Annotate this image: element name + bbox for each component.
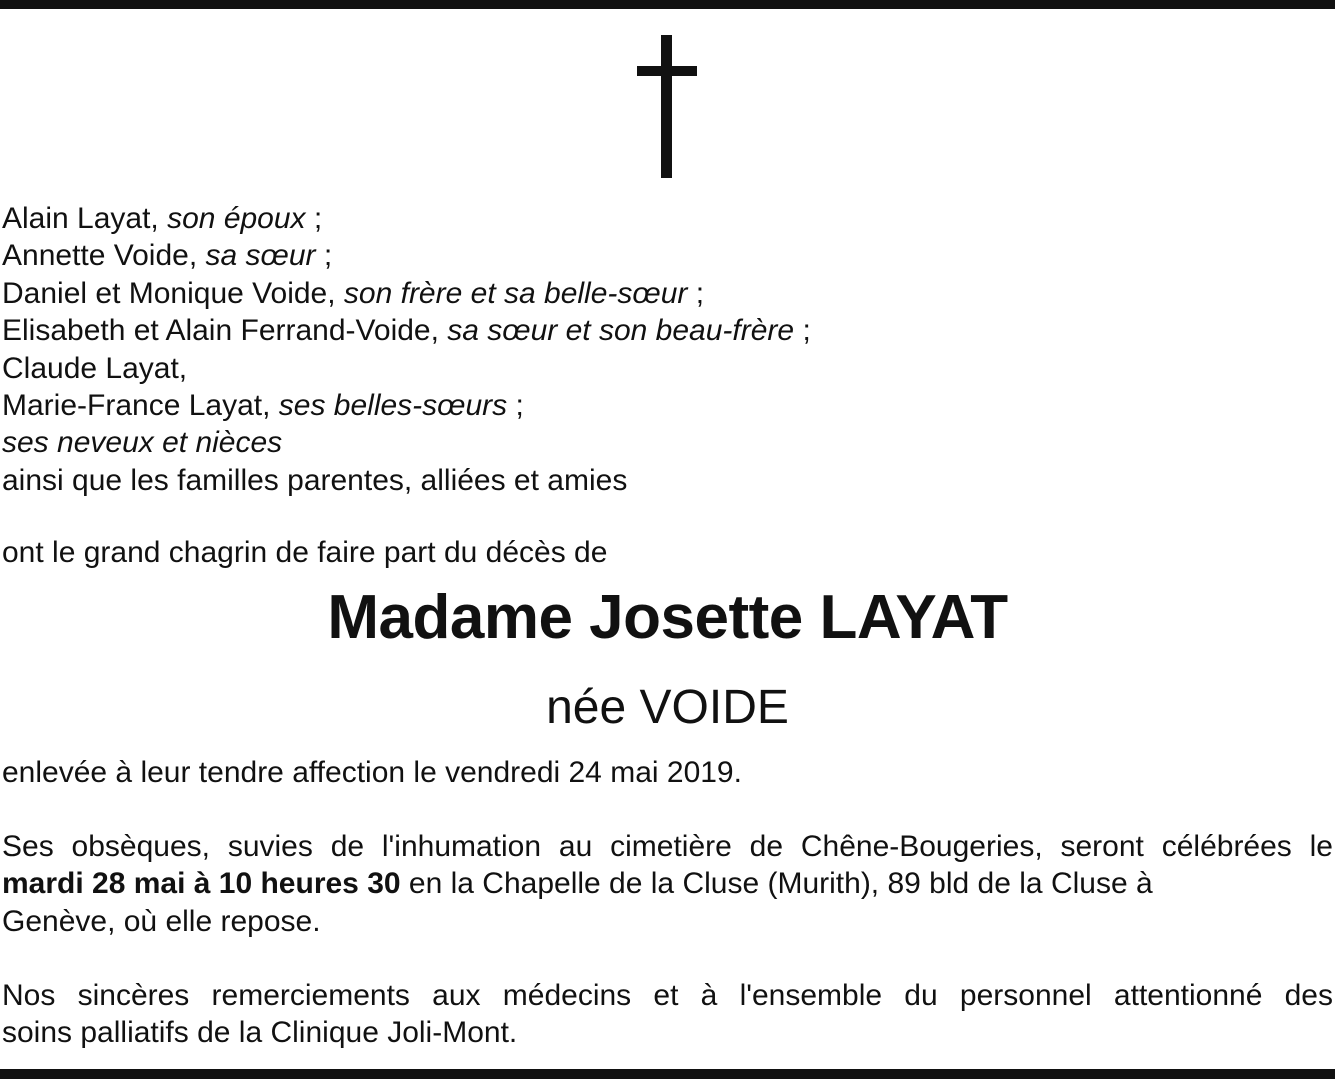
family-line: Alain Layat, son époux ; xyxy=(2,202,323,235)
deceased-name: Madame Josette LAYAT xyxy=(327,583,1008,652)
family-line: Marie-France Layat, ses belles-sœurs ; xyxy=(2,388,524,422)
family-line: Daniel et Monique Voide, son frère et sa belle-sœur ; xyxy=(2,276,705,310)
funeral-line-3: Genève, où elle repose. xyxy=(2,904,321,938)
funeral-date-time: mardi 28 mai à 10 heures 30 xyxy=(2,867,401,901)
funeral-line-2: mardi 28 mai à 10 heures 30 en la Chapelle de la Cluse (Murith), 89 bld de la Cluse à xyxy=(2,867,1153,901)
funeral-line-1: Ses obsèques, suvies de l'inhumation au cimetière de Chêne-Bougeries, seront célébrées le xyxy=(2,830,1333,863)
cross-icon xyxy=(637,35,697,178)
passing-date: enlevée à leur tendre affection le vendredi 24 mai 2019. xyxy=(2,756,742,789)
family-list xyxy=(2,200,1333,499)
thanks-line-2: soins palliatifs de la Clinique Joli-Mont. xyxy=(2,1016,518,1050)
family-line: Claude Layat, xyxy=(2,351,188,385)
maiden-name: née VOIDE xyxy=(546,681,789,734)
thanks-paragraph xyxy=(2,977,1333,1052)
funeral-details xyxy=(2,828,1333,940)
thanks-line-1: Nos sincères remerciements aux médecins et à l'ensemble du personnel attentionné des xyxy=(2,979,1333,1012)
announcement: ont le grand chagrin de faire part du décès de xyxy=(2,536,608,569)
family-line: ses neveux et nièces xyxy=(2,426,283,460)
top-rule xyxy=(0,0,1335,9)
family-line: Annette Voide, sa sœur ; xyxy=(2,239,333,273)
family-line: ainsi que les familles parentes, alliées et amies xyxy=(2,463,628,497)
family-line: Elisabeth et Alain Ferrand-Voide, sa sœur et son beau-frère ; xyxy=(2,314,811,348)
bottom-rule xyxy=(0,1069,1335,1079)
